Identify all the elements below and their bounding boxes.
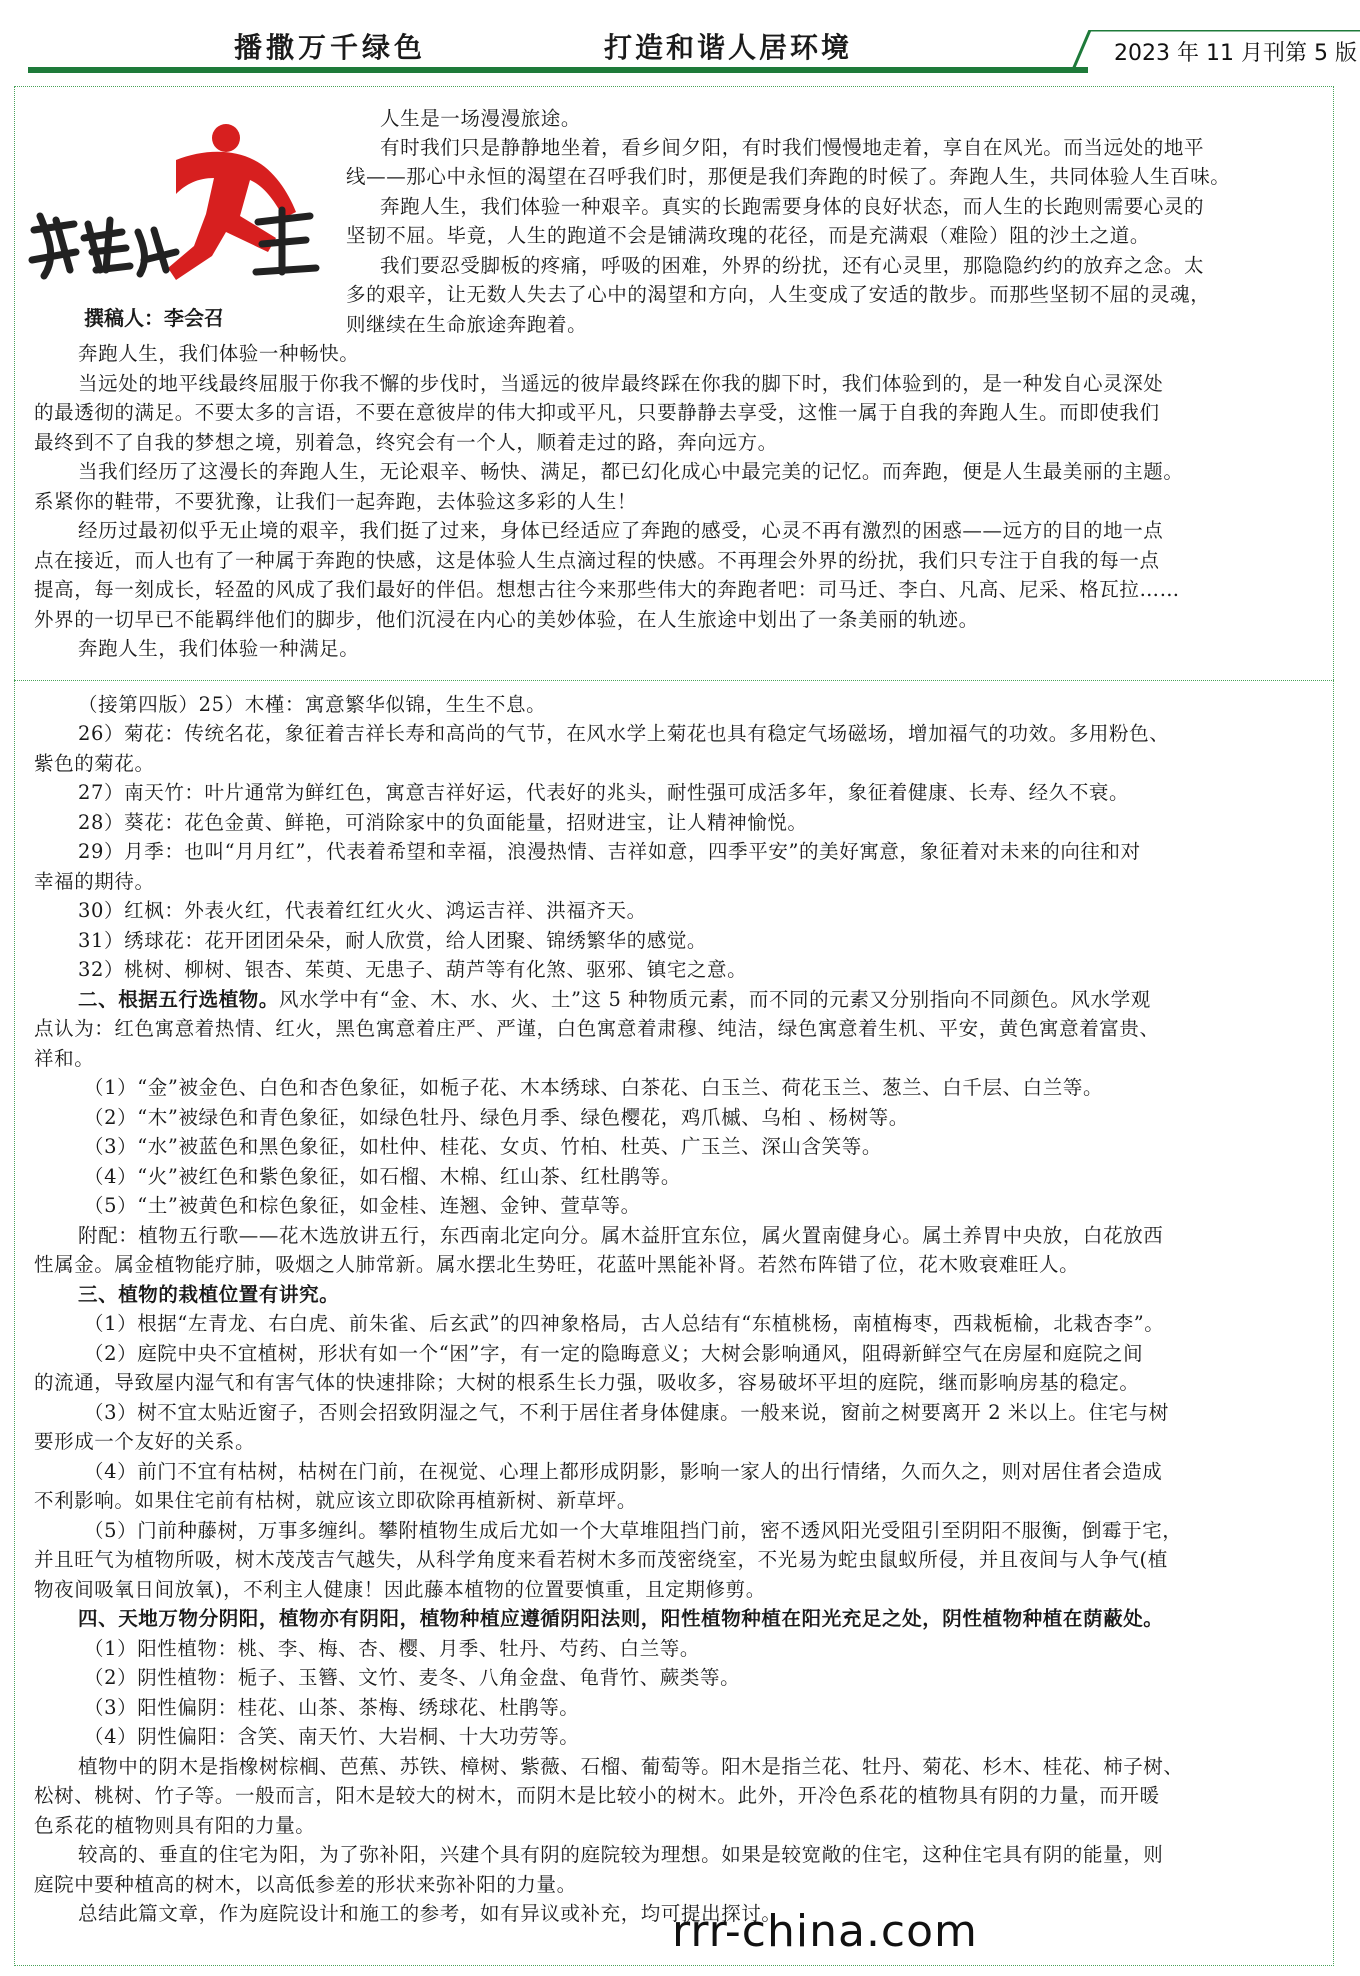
issue-label: 2023 年 11 月刊第 5 版	[1114, 41, 1357, 66]
article2-line: 点认为：红色寓意着热情、红火，黑色寓意着庄严、严谨，白色寓意着肃穆、纯洁，绿色寓意着生机、平安，黄色寓意着富贵、	[34, 1017, 1160, 1040]
article1-line: 多的艰辛，让无数人失去了心中的渴望和方向，人生变成了安适的散步。而那些坚韧不屈的灵魂，	[346, 283, 1211, 306]
article2-line: （4）前门不宜有枯树，枯树在门前，在视觉、心理上都形成阴影，影响一家人的出行情绪，久而久之，则对居住者会造成	[84, 1460, 1163, 1483]
section-heading-4: 四、天地万物分阴阳，植物亦有阴阳，植物种植应遵循阴阳法则，阳性植物种植在阳光充足之处，阴性植物种植在荫蔽处。	[78, 1607, 1164, 1630]
article1-line: 奔跑人生，我们体验一种艰辛。真实的长跑需要身体的良好状态，而人生的长跑则需要心灵的	[380, 195, 1205, 218]
article1-line: 点在接近，而人也有了一种属于奔跑的快感，这是体验人生点滴过程的快感。不再理会外界的纷扰，我们只专注于自我的每一点	[34, 549, 1160, 572]
article1-line: 则继续在生命旅途奔跑着。	[346, 313, 588, 336]
article1-line: 我们要忍受脚板的疼痛，呼吸的困难，外界的纷扰，还有心灵里，那隐隐约约的放弃之念。太	[380, 254, 1205, 277]
article2-line: （2）阴性植物：栀子、玉簪、文竹、麦冬、八角金盘、龟背竹、蕨类等。	[84, 1666, 741, 1689]
article2-line: 紫色的菊花。	[34, 752, 155, 775]
article2-line: （4）阴性偏阳：含笑、南天竹、大岩桐、十大功劳等。	[84, 1725, 580, 1748]
article1-line: 系紧你的鞋带，不要犹豫，让我们一起奔跑，去体验这多彩的人生！	[34, 490, 638, 513]
article2-line: 性属金。属金植物能疗肺，吸烟之人肺常新。属水摆北生势旺，花蓝叶黑能补肾。若然布阵错了位，花木败衰难旺人。	[34, 1253, 1080, 1276]
article2-line: 30）红枫：外表火红，代表着红红火火、鸿运吉祥、洪福齐天。	[78, 899, 647, 922]
article2-line: 32）桃树、柳树、银杏、茱萸、无患子、葫芦等有化煞、驱邪、镇宅之意。	[78, 958, 748, 981]
watermark: rrr-china.com	[672, 1906, 978, 1957]
article2-line: 28）葵花：花色金黄、鲜艳，可消除家中的负面能量，招财进宝，让人精神愉悦。	[78, 811, 808, 834]
running-life-logo	[26, 120, 326, 285]
article2-line: 不利影响。如果住宅前有枯树，就应该立即砍除再植新树、新草坪。	[34, 1489, 638, 1512]
article2-line: 27）南天竹：叶片通常为鲜红色，寓意吉祥好运，代表好的兆头，耐性强可成活多年，象征着健康、长寿、经久不衰。	[78, 781, 1130, 804]
article2-heading-line	[78, 985, 1151, 1015]
article1-line: 经历过最初似乎无止境的艰辛，我们挺了过来，身体已经适应了奔跑的感受，心灵不再有激烈的困惑——远方的目的地一点	[78, 519, 1164, 542]
article2-line: 庭院中要种植高的树木，以高低参差的形状来弥补阳的力量。	[34, 1873, 577, 1896]
article2-line: （5）“土”被黄色和棕色象征，如金桂、连翘、金钟、萱草等。	[84, 1194, 641, 1217]
article2-line: （3）“水”被蓝色和黑色象征，如杜仲、桂花、女贞、竹柏、杜英、广玉兰、深山含笑等。	[84, 1135, 882, 1158]
article1-line: 当我们经历了这漫长的奔跑人生，无论艰辛、畅快、满足，都已幻化成心中最完美的记忆。而奔跑，便是人生最美丽的主题。	[78, 460, 1184, 483]
article2-line: （接第四版）25）木槿：寓意繁华似锦，生生不息。	[78, 693, 547, 716]
article2-line: （5）门前种藤树，万事多缠纠。攀附植物生成后尤如一个大草堆阻挡门前，密不透风阳光受阻引至阴阳不服衡，倒霉于宅，	[84, 1519, 1183, 1542]
header-rule	[28, 67, 1088, 73]
article2-line: （1）“金”被金色、白色和杏色象征，如栀子花、木本绣球、白茶花、白玉兰、荷花玉兰、葱兰、白千层、白兰等。	[84, 1076, 1104, 1099]
article1-line: 奔跑人生，我们体验一种畅快。	[78, 342, 360, 365]
article1-line: 的最透彻的满足。不要太多的言语，不要在意彼岸的伟大抑或平凡，只要静静去享受，这惟一属于自我的奔跑人生。而即使我们	[34, 401, 1160, 424]
author-credit: 撰稿人：李会召	[84, 306, 224, 330]
article1-line: 奔跑人生，我们体验一种满足。	[78, 637, 360, 660]
header-slogan-left: 播撒万千绿色	[234, 31, 427, 64]
section-divider	[14, 680, 1334, 681]
article2-line: 总结此篇文章，作为庭院设计和施工的参考，如有异议或补充，均可提出探讨。	[78, 1902, 782, 1925]
article2-line: 26）菊花：传统名花，象征着吉祥长寿和高尚的气节，在风水学上菊花也具有稳定气场磁场，增加福气的功效。多用粉色、	[78, 722, 1170, 745]
article1-line: 线——那心中永恒的渴望在召呼我们时，那便是我们奔跑的时候了。奔跑人生，共同体验人生百味。	[346, 165, 1231, 188]
article2-line: （4）“火”被红色和紫色象征，如石榴、木棉、红山茶、红杜鹃等。	[84, 1165, 681, 1188]
article2-line: （2）庭院中央不宜植树，形状有如一个“困”字，有一定的隐晦意义；大树会影响通风，阻碍新鲜空气在房屋和庭院之间	[84, 1342, 1144, 1365]
article2-line: 并且旺气为植物所吸，树木茂茂吉气越失，从科学角度来看若树木多而茂密绕室，不光易为蛇虫鼠蚁所侵，并且夜间与人争气(植	[34, 1548, 1168, 1571]
article2-line: 祥和。	[34, 1047, 95, 1070]
article2-line: （2）“木”被绿色和青色象征，如绿色牡丹、绿色月季、绿色樱花，鸡爪槭、乌桕 、杨树等。	[84, 1106, 909, 1129]
article2-line: 的流通，导致屋内湿气和有害气体的快速排除；大树的根系生长力强，吸收多，容易破坏平坦的庭院，继而影响房基的稳定。	[34, 1371, 1140, 1394]
article2-line: 要形成一个友好的关系。	[34, 1430, 256, 1453]
article2-line: 物夜间吸氧日间放氧)，不利主人健康！因此藤本植物的位置要慎重，且定期修剪。	[34, 1578, 766, 1601]
article2-line: 植物中的阴木是指橡树棕榈、芭蕉、苏铁、樟树、紫薇、石榴、葡萄等。阳木是指兰花、牡丹、菊花、杉木、桂花、柿子树、	[78, 1755, 1184, 1778]
article1-line: 最终到不了自我的梦想之境，别着急，终究会有一个人，顺着走过的路，奔向远方。	[34, 431, 778, 454]
article1-line: 外界的一切早已不能羁绊他们的脚步，他们沉浸在内心的美妙体验，在人生旅途中划出了一条美丽的轨迹。	[34, 608, 979, 631]
article1-line: 有时我们只是静静地坐着，看乡间夕阳，有时我们慢慢地走着，享自在风光。而当远处的地平	[380, 136, 1205, 159]
article2-line: 松树、桃树、竹子等。一般而言，阳木是较大的树木，而阴木是比较小的树木。此外，开冷色系花的植物具有阴的力量，而开暖	[34, 1784, 1160, 1807]
header-slogan-right: 打造和谐人居环境	[604, 31, 853, 64]
article2-line: （3）树不宜太贴近窗子，否则会招致阴湿之气，不利于居住者身体健康。一般来说，窗前之树要离开 2 米以上。住宅与树	[84, 1401, 1169, 1424]
article1-line: 提高，每一刻成长，轻盈的风成了我们最好的伴侣。想想古往今来那些伟大的奔跑者吧：司马迁、李白、凡高、尼采、格瓦拉……	[34, 578, 1180, 601]
section-heading-3: 三、植物的栽植位置有讲究。	[78, 1283, 340, 1306]
article2-line: 风水学中有“金、木、水、火、土”这 5 种物质元素，而不同的元素又分别指向不同颜色。风水学观	[279, 988, 1151, 1011]
article1-line: 人生是一场漫漫旅途。	[380, 107, 582, 130]
page-header	[0, 0, 1360, 72]
article2-line: （1）阳性植物：桃、李、梅、杏、樱、月季、牡丹、芍药、白兰等。	[84, 1637, 701, 1660]
section-heading-2: 二、根据五行选植物。	[78, 988, 280, 1011]
article2-line: 29）月季：也叫“月月红”，代表着希望和幸福，浪漫热情、吉祥如意，四季平安”的美好寓意，象征着对未来的向往和对	[78, 840, 1141, 863]
article2-line: 31）绣球花：花开团团朵朵，耐人欣赏，给人团聚、锦绣繁华的感觉。	[78, 929, 708, 952]
article2-line: 附配：植物五行歌——花木选放讲五行，东西南北定向分。属木益肝宜东位，属火置南健身心。属土养胃中央放，白花放西	[78, 1224, 1164, 1247]
article1-line: 坚韧不屈。毕竟，人生的跑道不会是铺满玫瑰的花径，而是充满艰（难险）阻的沙土之道。	[346, 224, 1151, 247]
article2-line: 幸福的期待。	[34, 870, 155, 893]
article2-line: （1）根据“左青龙、右白虎、前朱雀、后玄武”的四神象格局，古人总结有“东植桃杨，南植梅枣，西栽栀榆，北栽杏李”。	[84, 1312, 1165, 1335]
article2-line: 色系花的植物则具有阳的力量。	[34, 1814, 316, 1837]
article1-line: 当远处的地平线最终屈服于你我不懈的步伐时，当遥远的彼岸最终踩在你我的脚下时，我们体验到的，是一种发自心灵深处	[78, 372, 1164, 395]
article2-line: 较高的、垂直的住宅为阳，为了弥补阳，兴建个具有阴的庭院较为理想。如果是较宽敞的住宅，这种住宅具有阴的能量，则	[78, 1843, 1164, 1866]
article2-line: （3）阳性偏阴：桂花、山茶、茶梅、绣球花、杜鹃等。	[84, 1696, 580, 1719]
